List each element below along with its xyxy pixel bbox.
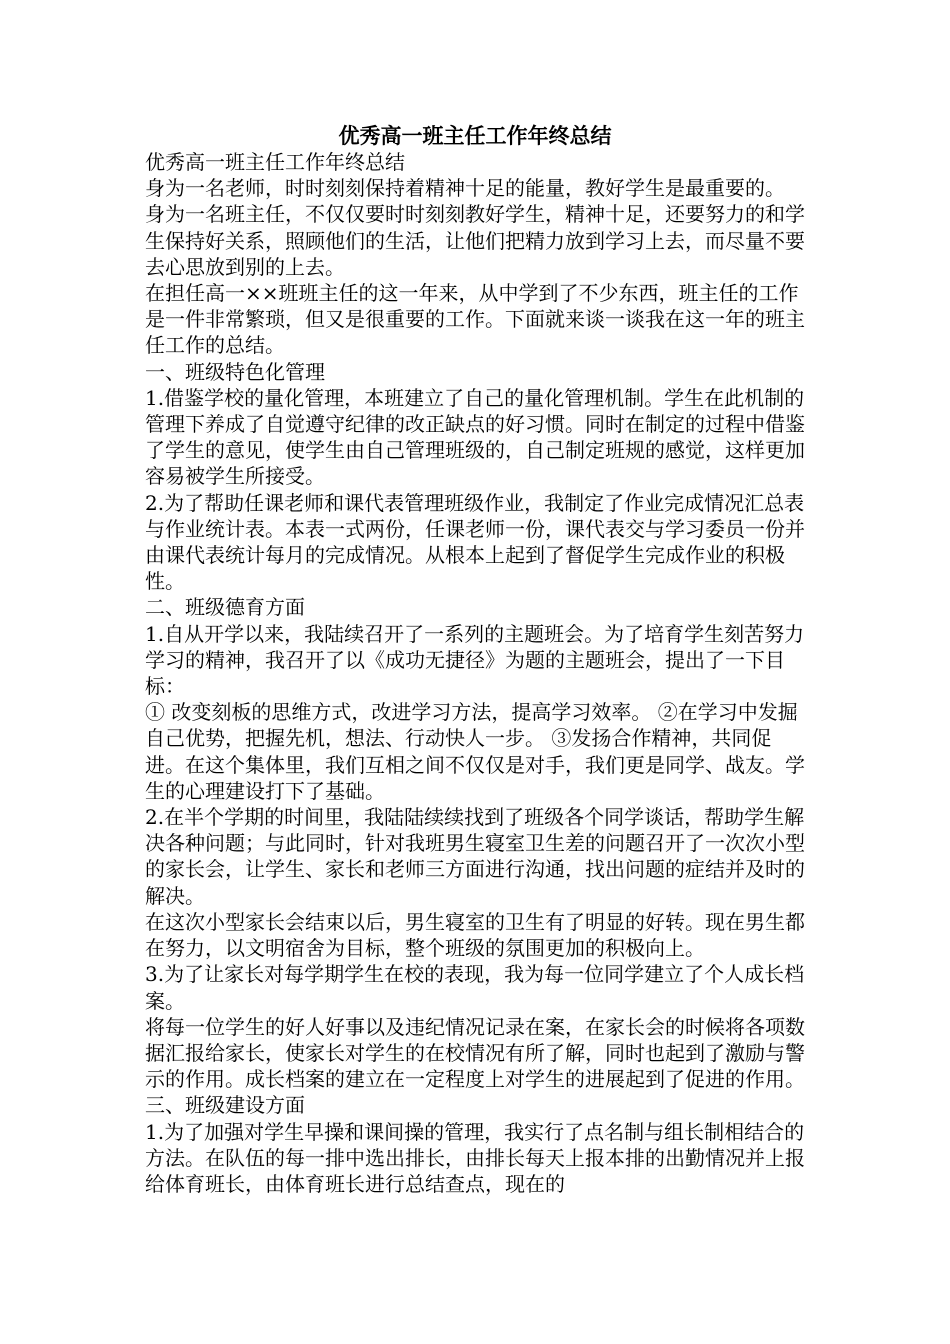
document-body xyxy=(145,149,809,1197)
paragraph: 1.为了加强对学生早操和课间操的管理，我实行了点名制与组长制相结合的方法。在队伍的每一排中选出排长，由排长每天上报本排的出勤情况并上报给体育班长，由体育班长进行总结查点，现在的 xyxy=(145,1119,805,1196)
section-heading: 一、班级特色化管理 xyxy=(145,359,325,384)
paragraph: 将每一位学生的好人好事以及违纪情况记录在案，在家长会的时候将各项数据汇报给家长，使家长对学生的在校情况有所了解，同时也起到了激励与警示的作用。成长档案的建立在一定程度上对学生的进展起到了促进的作用。 xyxy=(145,1014,805,1092)
paragraph: 2.为了帮助任课老师和课代表管理班级作业，我制定了作业完成情况汇总表与作业统计表。本表一式两份，任课老师一份，课代表交与学习委员一份并由课代表统计每月的完成情况。从根本上起到了督促学生完成作业的积极性。 xyxy=(145,490,805,594)
section-heading: 三、班级建设方面 xyxy=(145,1093,305,1118)
subtitle-line: 优秀高一班主任工作年终总结 xyxy=(145,150,405,174)
paragraph: 2.在半个学期的时间里，我陆陆续续找到了班级各个同学谈话，帮助学生解决各种问题；与此同时，针对我班男生寝室卫生差的问题召开了一次次小型的家长会，让学生、家长和老师三方面进行沟通，找出问题的症结并及时的解决。 xyxy=(145,805,805,908)
paragraph: 1.借鉴学校的量化管理，本班建立了自己的量化管理机制。学生在此机制的管理下养成了自觉遵守纪律的改正缺点的好习惯。同时在制定的过程中借鉴了学生的意见，使学生由自己管理班级的，自己制定班规的感觉，这样更加容易被学生所接受。 xyxy=(145,385,805,489)
paragraph: 3.为了让家长对每学期学生在校的表现，我为每一位同学建立了个人成长档案。 xyxy=(145,962,805,1013)
section-heading: 二、班级德育方面 xyxy=(145,595,305,620)
paragraph: 在担任高一××班班主任的这一年来，从中学到了不少东西，班主任的工作是一件非常繁琐，但又是很重要的工作。下面就来谈一谈我在这一年的班主任工作的总结。 xyxy=(145,281,805,358)
document-title: 优秀高一班主任工作年终总结 xyxy=(338,124,612,148)
paragraph: ① 改变刻板的思维方式，改进学习方法，提高学习效率。 ②在学习中发掘自己优势，把握先机，想法、行动快人一步。 ③发扬合作精神，共同促进。在这个集体里，我们互相之间不仅仅是对手，我们更是同学、战友。学生的心理建设打下了基础。 xyxy=(145,700,805,803)
paragraph: 身为一名老师，时时刻刻保持着精神十足的能量，教好学生是最重要的。 xyxy=(145,176,785,201)
paragraph: 身为一名班主任，不仅仅要时时刻刻教好学生，精神十足，还要努力的和学生保持好关系，照顾他们的生活，让他们把精力放到学习上去，而尽量不要去心思放到别的上去。 xyxy=(145,202,805,279)
paragraph: 1.自从开学以来，我陆续召开了一系列的主题班会。为了培育学生刻苦努力学习的精神，我召开了以《成功无捷径》为题的主题班会，提出了一下目标： xyxy=(145,621,805,699)
paragraph: 在这次小型家长会结束以后，男生寝室的卫生有了明显的好转。现在男生都在努力，以文明宿舍为目标，整个班级的氛围更加的积极向上。 xyxy=(145,909,805,961)
